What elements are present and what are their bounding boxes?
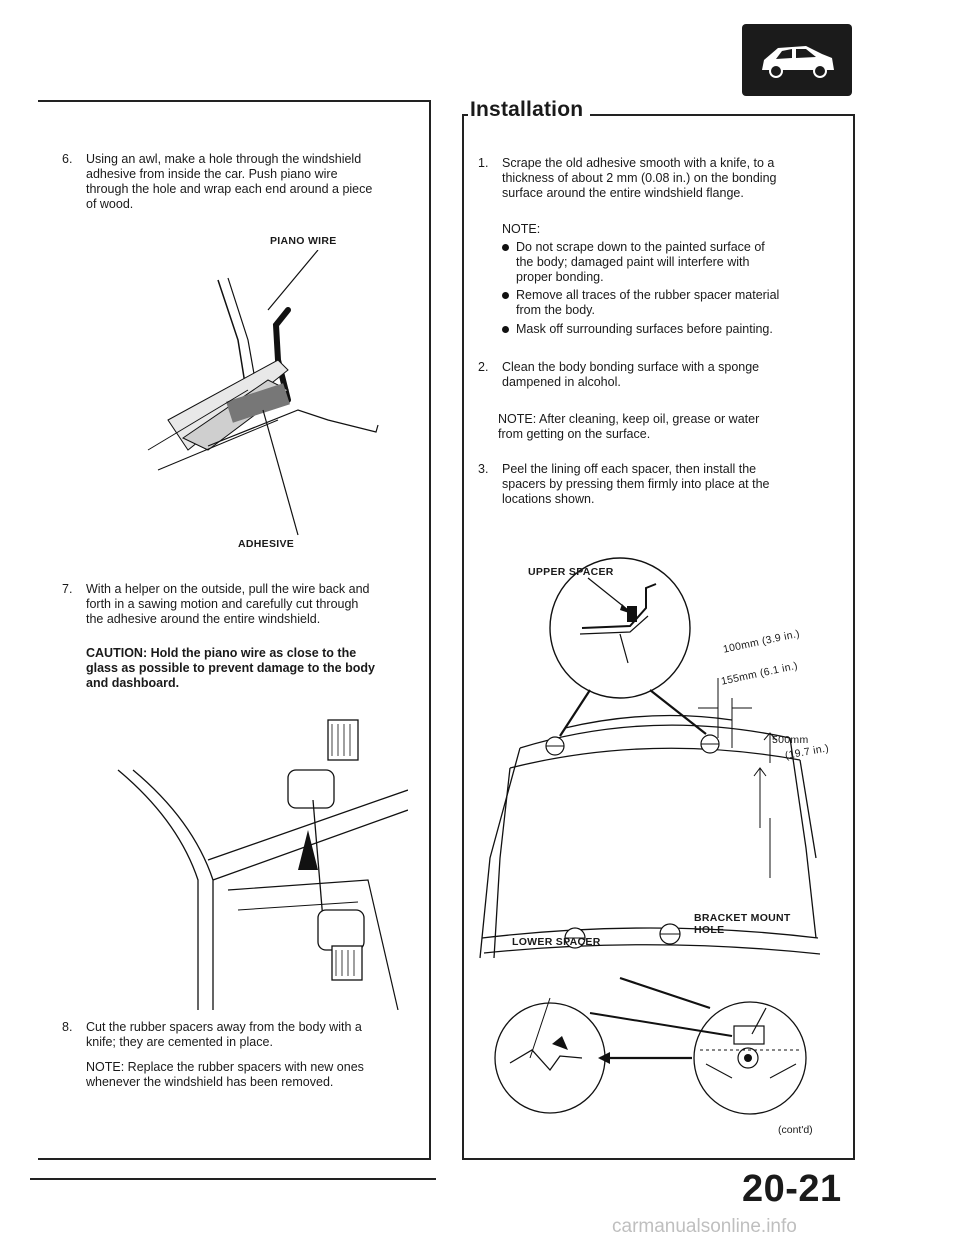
left-column — [38, 100, 430, 1160]
step-text-line: Peel the lining off each spacer, then install the — [502, 462, 757, 476]
step-text-line: Clean the body bonding surface with a sponge — [502, 360, 760, 374]
note-label: NOTE: — [502, 222, 541, 236]
caution-line: and dashboard. — [86, 676, 180, 690]
step-text-line: Cut the rubber spacers away from the body with a — [86, 1020, 362, 1034]
caution-line: glass as possible to prevent damage to the body — [86, 661, 375, 675]
caution-note — [86, 646, 426, 691]
dimension-500mm-in: (19.7 in.) — [784, 742, 830, 762]
step-text-line: dampened in alcohol. — [502, 375, 621, 389]
step-text-line: adhesive from inside the car. Push piano wire — [86, 167, 338, 181]
note-step-2 — [498, 412, 848, 442]
dimension-500mm: 500mm — [772, 734, 809, 746]
step-text-line: through the hole and wrap each end around a piece — [86, 182, 373, 196]
watermark: carmanualsonline.info — [612, 1216, 797, 1237]
step-number: 7. — [62, 582, 73, 596]
piano-wire-illustration — [128, 250, 388, 540]
note-step-8 — [86, 1060, 426, 1090]
step-number: 2. — [478, 360, 489, 374]
bullet-icon — [502, 292, 509, 299]
step-text-line: With a helper on the outside, pull the wire back and — [86, 582, 370, 596]
piano-wire-label: PIANO WIRE — [270, 235, 337, 247]
bullet-line: Remove all traces of the rubber spacer material — [516, 288, 780, 302]
bullet-line: from the body. — [516, 303, 595, 317]
bullet-line: proper bonding. — [516, 270, 604, 284]
bullet-line: Mask off surrounding surfaces before painting. — [516, 322, 773, 336]
sawing-illustration — [108, 710, 408, 1010]
step-number: 6. — [62, 152, 73, 166]
note-line: NOTE: Replace the rubber spacers with new ones — [86, 1060, 364, 1074]
bullet-line: the body; damaged paint will interfere with — [516, 255, 750, 269]
upper-spacer-label: UPPER SPACER — [528, 566, 614, 578]
note-line: from getting on the surface. — [498, 427, 651, 441]
section-tab — [742, 24, 852, 96]
step-text-line: knife; they are cemented in place. — [86, 1035, 273, 1049]
bullet-icon — [502, 326, 509, 333]
bracket-label-line: BRACKET MOUNT — [694, 912, 791, 924]
step-text-line: of wood. — [86, 197, 134, 211]
spacer-location-diagram — [470, 538, 855, 1118]
step-number: 3. — [478, 462, 489, 476]
caution-line: CAUTION: Hold the piano wire as close to the — [86, 646, 357, 660]
bullet-icon — [502, 244, 509, 251]
step-number: 1. — [478, 156, 489, 170]
step-text-line: surface around the entire windshield flange. — [502, 186, 744, 200]
bracket-mount-hole-label — [694, 912, 791, 936]
note-line: NOTE: After cleaning, keep oil, grease or water — [498, 412, 760, 426]
step-text-line: spacers by pressing them firmly into place at the — [502, 477, 770, 491]
note-line: whenever the windshield has been removed. — [86, 1075, 334, 1089]
hatchback-car-icon — [756, 40, 838, 80]
page-number: 20-21 — [742, 1168, 842, 1210]
step-text-line: Scrape the old adhesive smooth with a knife, to a — [502, 156, 775, 170]
dimension-155mm: 155mm (6.1 in.) — [720, 659, 799, 688]
bottom-rule — [30, 1178, 436, 1180]
right-column — [440, 98, 855, 1160]
step-text-line: forth in a sawing motion and carefully cut through — [86, 597, 359, 611]
step-number: 8. — [62, 1020, 73, 1034]
step-text-line: thickness of about 2 mm (0.08 in.) on the bonding — [502, 171, 777, 185]
dimension-100mm: 100mm (3.9 in.) — [722, 627, 801, 656]
continued-label: (cont'd) — [778, 1124, 813, 1136]
section-title: Installation — [470, 98, 584, 121]
bracket-label-line: HOLE — [694, 924, 725, 936]
step-text-line: locations shown. — [502, 492, 595, 506]
step-text-line: the adhesive around the entire windshield. — [86, 612, 321, 626]
step-text-line: Using an awl, make a hole through the windshield — [86, 152, 362, 166]
adhesive-label: ADHESIVE — [238, 538, 295, 550]
bullet-line: Do not scrape down to the painted surface of — [516, 240, 765, 254]
lower-spacer-label: LOWER SPACER — [512, 936, 601, 948]
